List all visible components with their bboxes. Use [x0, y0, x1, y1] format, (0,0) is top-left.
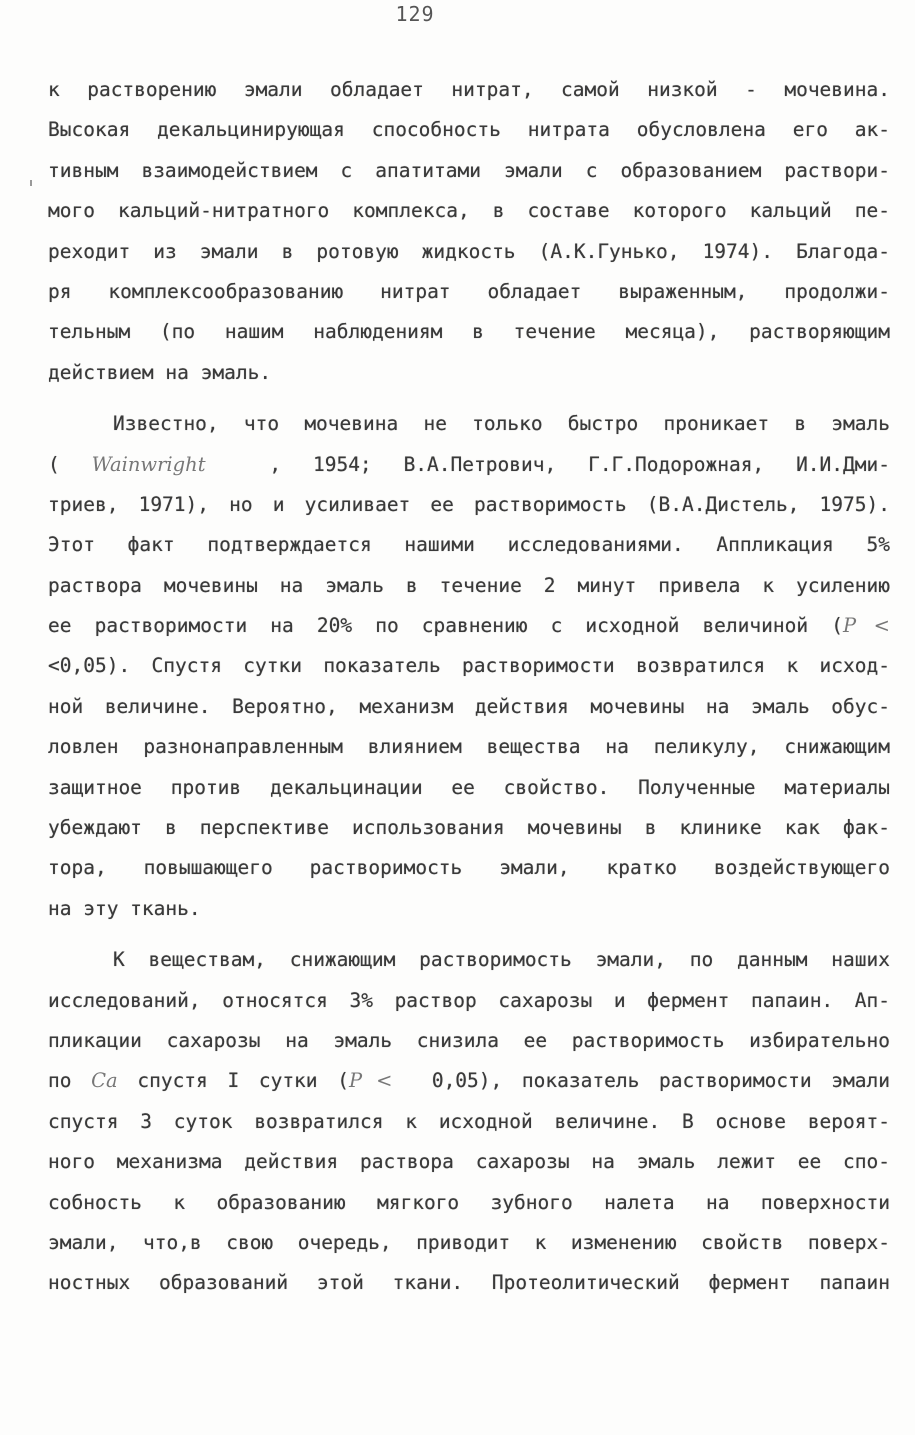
text-line	[48, 606, 890, 646]
text-line: тивным взаимодействием с апатитами эмали с образованием раствори-	[48, 158, 890, 182]
text-line: ловлен разнонаправленным влиянием вещества на пеликулу, снижающим	[48, 735, 890, 759]
text-line: К веществам, снижающим растворимость эмали, по данным наших	[113, 948, 890, 972]
text-line: тора, повышающего растворимость эмали, кратко воздействующего	[48, 856, 890, 880]
text-line: ной величине. Вероятно, механизм действия мочевины на эмаль обус-	[48, 694, 890, 718]
text-line	[48, 1061, 890, 1101]
handwritten-insert: Wainwright	[91, 452, 206, 476]
text-line: <0,05). Спустя сутки показатель растворимости возвратился к исход-	[48, 654, 890, 678]
text-line: на эту ткань.	[48, 896, 201, 920]
text-line: мого кальций-нитратного комплекса, в составе которого кальций пе-	[48, 199, 890, 223]
text-line: действием на эмаль.	[48, 360, 272, 384]
text-line: убеждают в перспективе использования мочевины в клинике как фак-	[48, 816, 890, 840]
text-line: ностных образований этой ткани. Протеолитический фермент папаин	[48, 1271, 890, 1295]
text-line: Известно, что мочевина не только быстро проникает в эмаль	[113, 412, 890, 436]
text-line: к растворению эмали обладает нитрат, самой низкой - мочевина.	[48, 78, 890, 101]
text-line: Этот факт подтверждается нашими исследованиями. Аппликация 5%	[48, 533, 890, 557]
text-line: раствора мочевины на эмаль в течение 2 минут привела к усилению	[48, 573, 890, 597]
text-fragment: ее растворимости на 20% по сравнению с исходной величиной (	[48, 614, 843, 638]
text-line: спустя 3 суток возвратился к исходной величине. В основе вероят-	[48, 1109, 890, 1133]
text-line: реходит из эмали в ротовую жидкость (А.К.Гунько, 1974). Благода-	[48, 239, 890, 263]
text-line: пликации сахарозы на эмаль снизила ее растворимость избирательно	[48, 1028, 890, 1052]
handwritten-insert: P <	[348, 1069, 393, 1093]
page-number: 129	[395, 2, 435, 26]
text-line: Высокая декальцинирующая способность нитрата обусловлена его ак-	[48, 118, 890, 142]
body-text	[48, 70, 890, 1304]
text-fragment: (	[48, 452, 92, 476]
text-line: триев, 1971), но и усиливает ее растворимость (В.А.Дистель, 1975).	[48, 492, 890, 516]
handwritten-insert: Ca	[91, 1069, 118, 1093]
text-line	[48, 445, 890, 485]
text-line: тельным (по нашим наблюдениям в течение месяца), растворяющим	[48, 320, 890, 344]
text-fragment: 0,05), показатель растворимости эмали	[392, 1069, 890, 1093]
paragraph-gap	[48, 929, 890, 940]
paragraph-gap	[48, 393, 890, 404]
text-line: ря комплексообразованию нитрат обладает выраженным, продолжи-	[48, 279, 890, 303]
text-fragment: по	[48, 1069, 92, 1093]
text-line: эмали, что,в свою очередь, приводит к изменению свойств поверх-	[48, 1230, 890, 1254]
text-line: исследований, относятся 3% раствор сахарозы и фермент папаин. Ап-	[48, 988, 890, 1012]
text-fragment: спустя I сутки (	[117, 1069, 349, 1093]
handwritten-insert: P <	[842, 614, 890, 638]
text-line: ного механизма действия раствора сахарозы на эмаль лежит ее спо-	[48, 1150, 890, 1174]
text-line: собность к образованию мягкого зубного налета на поверхности	[48, 1190, 890, 1214]
text-fragment: , 1954; В.А.Петрович, Г.Г.Подорожная, И.И.Дми-	[205, 452, 890, 476]
margin-mark	[30, 180, 32, 186]
text-line: защитное против декальцинации ее свойство. Полученные материалы	[48, 775, 890, 799]
